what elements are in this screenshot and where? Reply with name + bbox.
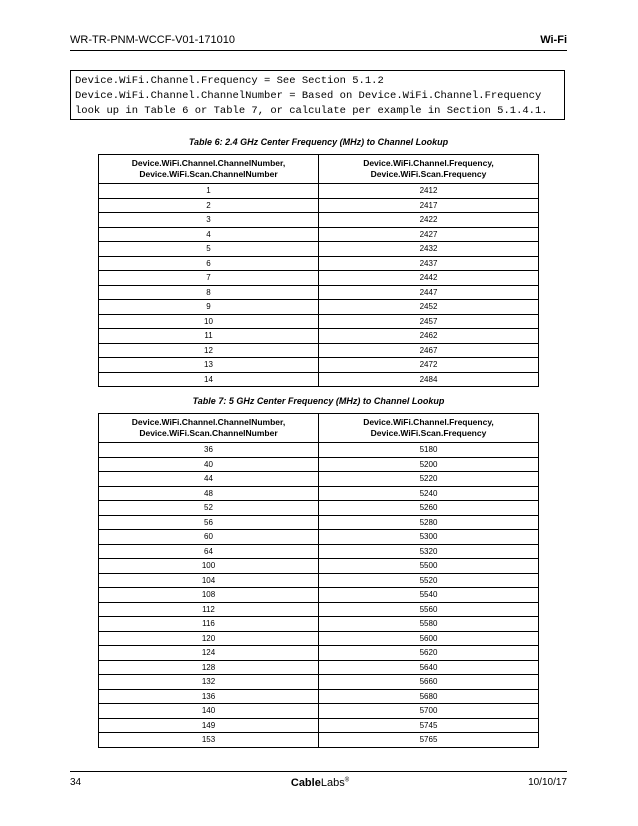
page-footer	[70, 771, 567, 792]
code-line: Device.WiFi.Channel.ChannelNumber = Based on Device.WiFi.Channel.Frequency	[75, 90, 542, 102]
channel-number-cell: 2	[99, 198, 319, 213]
frequency-cell: 2417	[319, 198, 539, 213]
cablelabs-logo: CableLabs®	[290, 777, 350, 789]
frequency-cell: 5640	[319, 660, 539, 675]
channel-number-cell: 11	[99, 329, 319, 344]
channel-number-cell: 9	[99, 300, 319, 315]
frequency-cell: 2412	[319, 184, 539, 199]
table-row	[99, 515, 539, 530]
table-header-row	[99, 155, 539, 184]
table-row	[99, 300, 539, 315]
frequency-cell: 2452	[319, 300, 539, 315]
column-header-frequency: Device.WiFi.Channel.Frequency, Device.WiFi.Scan.Frequency	[319, 414, 539, 443]
frequency-cell: 5580	[319, 617, 539, 632]
code-line: Device.WiFi.Channel.Frequency = See Section 5.1.2	[75, 75, 384, 87]
frequency-cell: 5560	[319, 602, 539, 617]
table-row	[99, 559, 539, 574]
table-row	[99, 314, 539, 329]
table-row	[99, 329, 539, 344]
frequency-cell: 5240	[319, 486, 539, 501]
channel-number-cell: 3	[99, 213, 319, 228]
frequency-cell: 5280	[319, 515, 539, 530]
frequency-cell: 5320	[319, 544, 539, 559]
frequency-cell: 5520	[319, 573, 539, 588]
frequency-cell: 2442	[319, 271, 539, 286]
frequency-cell: 2422	[319, 213, 539, 228]
frequency-cell: 2447	[319, 285, 539, 300]
table-row	[99, 242, 539, 257]
frequency-cell: 2432	[319, 242, 539, 257]
table-row	[99, 358, 539, 373]
table-row	[99, 184, 539, 199]
section-title: Wi-Fi	[540, 34, 567, 46]
table-row	[99, 343, 539, 358]
frequency-cell: 5745	[319, 718, 539, 733]
channel-number-cell: 5	[99, 242, 319, 257]
channel-number-cell: 48	[99, 486, 319, 501]
channel-number-cell: 7	[99, 271, 319, 286]
frequency-cell: 2437	[319, 256, 539, 271]
table-row	[99, 646, 539, 661]
channel-number-cell: 64	[99, 544, 319, 559]
table-row	[99, 588, 539, 603]
channel-number-cell: 52	[99, 501, 319, 516]
code-line: look up in Table 6 or Table 7, or calculate per example in Section 5.1.4.1.	[75, 105, 548, 117]
table-row	[99, 227, 539, 242]
table-row	[99, 602, 539, 617]
channel-number-cell: 104	[99, 573, 319, 588]
channel-number-cell: 1	[99, 184, 319, 199]
channel-number-cell: 128	[99, 660, 319, 675]
document-id: WR-TR-PNM-WCCF-V01-171010	[70, 34, 236, 46]
table-row	[99, 544, 539, 559]
channel-number-cell: 120	[99, 631, 319, 646]
frequency-cell: 2472	[319, 358, 539, 373]
table-row	[99, 718, 539, 733]
page-header	[70, 34, 567, 51]
table-row	[99, 704, 539, 719]
channel-number-cell: 140	[99, 704, 319, 719]
table-row	[99, 198, 539, 213]
frequency-cell: 5200	[319, 457, 539, 472]
table-header-row	[99, 414, 539, 443]
column-header-channel: Device.WiFi.Channel.ChannelNumber, Device.WiFi.Scan.ChannelNumber	[99, 414, 319, 443]
column-header-channel: Device.WiFi.Channel.ChannelNumber, Device.WiFi.Scan.ChannelNumber	[99, 155, 319, 184]
table-row	[99, 372, 539, 387]
table-row	[99, 501, 539, 516]
table7-caption: Table 7: 5 GHz Center Frequency (MHz) to Channel Lookup	[192, 396, 445, 406]
frequency-cell: 5300	[319, 530, 539, 545]
table-row	[99, 472, 539, 487]
footer-date: 10/10/17	[528, 777, 567, 788]
frequency-cell: 2462	[319, 329, 539, 344]
channel-number-cell: 14	[99, 372, 319, 387]
table-row	[99, 530, 539, 545]
channel-number-cell: 56	[99, 515, 319, 530]
channel-number-cell: 8	[99, 285, 319, 300]
frequency-cell: 2484	[319, 372, 539, 387]
frequency-cell: 5660	[319, 675, 539, 690]
channel-number-cell: 40	[99, 457, 319, 472]
frequency-cell: 5680	[319, 689, 539, 704]
channel-number-cell: 44	[99, 472, 319, 487]
frequency-cell: 5260	[319, 501, 539, 516]
frequency-cell: 5220	[319, 472, 539, 487]
table-row	[99, 256, 539, 271]
channel-number-cell: 13	[99, 358, 319, 373]
channel-number-cell: 149	[99, 718, 319, 733]
table-row	[99, 660, 539, 675]
frequency-cell: 5540	[319, 588, 539, 603]
channel-number-cell: 12	[99, 343, 319, 358]
frequency-cell: 2427	[319, 227, 539, 242]
channel-number-cell: 153	[99, 733, 319, 748]
channel-number-cell: 60	[99, 530, 319, 545]
channel-number-cell: 6	[99, 256, 319, 271]
table-2-4ghz-channels	[98, 154, 539, 387]
table-row	[99, 285, 539, 300]
table-row	[99, 617, 539, 632]
table-row	[99, 213, 539, 228]
table-row	[99, 573, 539, 588]
frequency-cell: 5765	[319, 733, 539, 748]
frequency-cell: 5620	[319, 646, 539, 661]
channel-number-cell: 108	[99, 588, 319, 603]
frequency-cell: 5180	[319, 443, 539, 458]
channel-number-cell: 100	[99, 559, 319, 574]
channel-number-cell: 136	[99, 689, 319, 704]
table6-caption: Table 6: 2.4 GHz Center Frequency (MHz) to Channel Lookup	[188, 137, 449, 147]
table-row	[99, 486, 539, 501]
frequency-cell: 5600	[319, 631, 539, 646]
column-header-frequency: Device.WiFi.Channel.Frequency, Device.WiFi.Scan.Frequency	[319, 155, 539, 184]
channel-number-cell: 116	[99, 617, 319, 632]
table-row	[99, 443, 539, 458]
channel-number-cell: 10	[99, 314, 319, 329]
frequency-cell: 5700	[319, 704, 539, 719]
frequency-cell: 5500	[319, 559, 539, 574]
table-row	[99, 733, 539, 748]
channel-number-cell: 36	[99, 443, 319, 458]
table-row	[99, 271, 539, 286]
table-row	[99, 631, 539, 646]
table-row	[99, 689, 539, 704]
channel-number-cell: 4	[99, 227, 319, 242]
table-row	[99, 675, 539, 690]
table-5ghz-channels	[98, 413, 539, 748]
page-number: 34	[70, 777, 82, 788]
channel-number-cell: 112	[99, 602, 319, 617]
frequency-cell: 2467	[319, 343, 539, 358]
code-block	[70, 70, 565, 120]
channel-number-cell: 132	[99, 675, 319, 690]
frequency-cell: 2457	[319, 314, 539, 329]
channel-number-cell: 124	[99, 646, 319, 661]
table-row	[99, 457, 539, 472]
